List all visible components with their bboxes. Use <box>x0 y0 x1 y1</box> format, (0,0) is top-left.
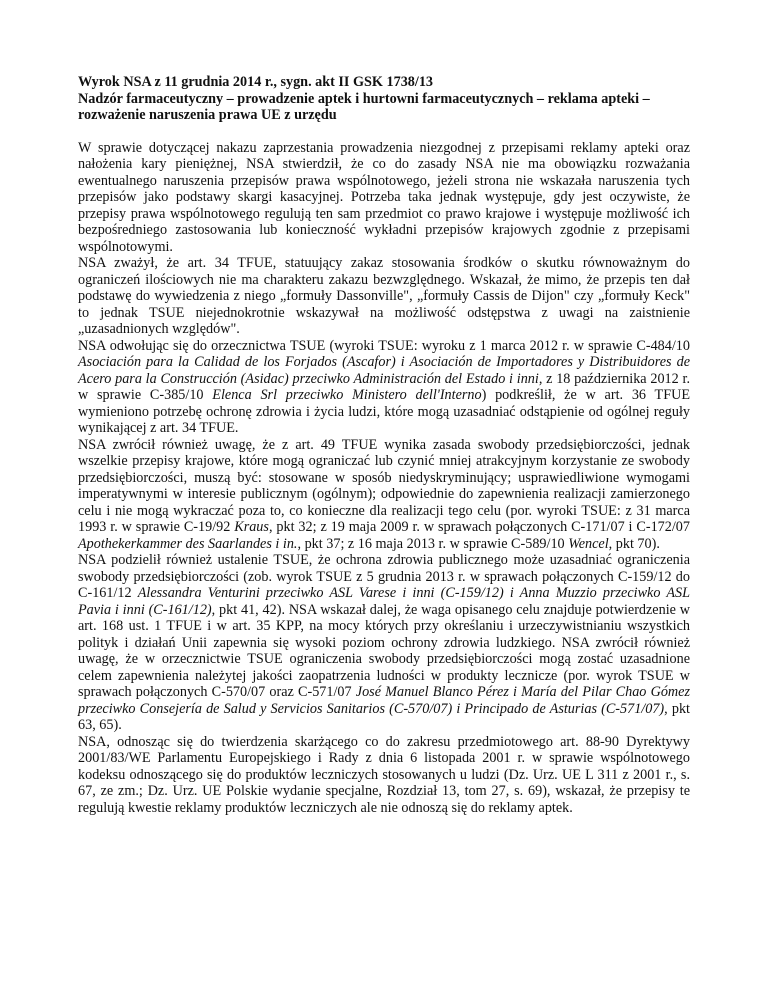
text-run: NSA podzielił również ustalenie TSUE, że ochrona zdrowia publicznego może uzasadniać ograniczenia swobody przedsiębiorczości (zob. wyrok TSUE z 5 grudnia 2013 r. w sprawach połączonych C-159/12 do C-161/12 <box>78 552 690 601</box>
case-name: Asociación para la Calidad de los Forjados (Ascafor) i Asociación de Importadores y Distribuidores de Acero para la Construcción (Asidac) przeciwko Administración del Estado i inni <box>78 354 690 387</box>
text-run: ) podkreślił, że w art. 36 TFUE wymieniono potrzebę ochronę zdrowia i życia ludzi, które mogą uzasadniać odstąpienie od ogólnej reguły wynikającej z art. 34 TFUE. <box>78 387 691 436</box>
text-run: , pkt 63, 65). <box>78 700 690 733</box>
text-run: , pkt 32; z 19 maja 2009 r. w sprawach połączonych C-171/07 i C-172/07 <box>268 519 690 535</box>
text-run: , pkt 37; z 16 maja 2013 r. w sprawie C-589/10 <box>297 535 569 552</box>
text-run: NSA zwrócił również uwagę, że z art. 49 TFUE wynika zasada swobody przedsiębiorczości, jednak wszelkie przepisy krajowe, które mogą ograniczać lub czynić mniej atrakcyjnym korzystanie ze swobody przedsiębiorczości, muszą być: stosowane w sposób niedyskryminujący; usprawiedliwione wymogami imperatywnymi w interesie publicznym (ogólnym); odpowiednie do zapewnienia realizacji zamierzonego celu i nie mogą wykraczać poza to, co konieczne dla realizacji tego celu (por. wyroki TSUE: z 31 marca 1993 r. w sprawie C-19/92 <box>78 436 690 535</box>
paragraph-4 <box>78 437 690 553</box>
text-run: , z 18 października 2012 r. w sprawie C-385/10 <box>78 370 690 403</box>
case-name: Apothekerkammer des Saarlandes i in. <box>78 535 298 552</box>
case-name: Alessandra Venturini przeciwko ASL Varese i inni (C-159/12) i Anna Muzzio przeciwko ASL Pavia i inni (C-161/12) <box>78 585 690 618</box>
document-page <box>78 74 690 816</box>
judgment-title: Wyrok NSA z 11 grudnia 2014 r., sygn. akt II GSK 1738/13 <box>78 74 434 90</box>
paragraph-6: NSA, odnosząc się do twierdzenia skarżącego co do zakresu przedmiotowego art. 88-90 Dyrektywy 2001/83/WE Parlamentu Europejskiego i Rady z dnia 6 listopada 2001 r. w sprawie wspólnotowego kodeksu odnoszącego się do produktów leczniczych stosowanych u ludzi (Dz. Urz. UE L 311 z 2001 r., s. 67, ze zm.; Dz. Urz. UE Polskie wydanie specjalne, Rozdział 13, tom 27, s. 69), wskazał, że przepisy te regulują kwestie reklamy produktów leczniczych ale nie odnoszą się do reklamy aptek. <box>78 733 690 816</box>
paragraph-2: NSA zważył, że art. 34 TFUE, statuujący zakaz stosowania środków o skutku równoważnym do ograniczeń ilościowych nie ma charakteru zakazu bezwzględnego. Wskazał, że mimo, że przepis ten dał podstawę do wywiedzenia z niego „formuły Dassonville", „formuły Cassis de Dijon" czy „formuły Keck" to jednak TSUE niejednokrotnie wskazywał na możliwość odstępstwa z uwagi na zaistnienie „uzasadnionych względów". <box>78 255 690 337</box>
paragraph-5 <box>78 552 690 734</box>
text-run: , pkt 41, 42). NSA wskazał dalej, że waga opisanego celu znajduje potwierdzenie w art. 168 ust. 1 TFUE i w art. 35 KPP, na mocy których przy określaniu i urzeczywistnianiu wszystkich polityk i działań Unii zapewnia się wysoki poziom ochrony zdrowia ludzkiego. NSA zwrócił również uwagę, że w orzecznictwie TSUE ograniczenia swobody przedsiębiorczości mogą zostać uzasadnione celem zapewnienia należytej jakości zaopatrzenia ludności w produkty lecznicze (por. wyrok TSUE w sprawach połączonych C-570/07 oraz C-571/07 <box>78 601 691 700</box>
case-name: José Manuel Blanco Pérez i María del Pilar Chao Gómez przeciwko Consejería de Salud y Servicios Sanitarios (C-570/07) i Principado de Asturias (C-571/07) <box>78 684 690 717</box>
paragraph-1: W sprawie dotyczącej nakazu zaprzestania prowadzenia niezgodnej z przepisami reklamy apteki oraz nałożenia kary pieniężnej, NSA stwierdził, że co do zasady NSA nie ma obowiązku rozważania ewentualnego naruszenia przepisów prawa wspólnotowego, jeżeli strona nie wskazała naruszenia tych przepisów jako podstawy skargi kasacyjnej. Potrzeba taka jednak występuje, gdy jest oczywiste, że przepisy prawa wspólnotowego regulują ten sam przedmiot co prawo krajowe i występuje możliwość ich bezpośredniego zastosowania lub konieczność wykładni przepisów krajowych zgodnie z przepisami wspólnotowymi. <box>78 139 690 255</box>
case-name: Kraus <box>234 519 269 535</box>
paragraph-3 <box>78 338 690 437</box>
text-run: NSA odwołując się do orzecznictwa TSUE (wyroki TSUE: wyroku z 1 marca 2012 r. w sprawie C-484/10 <box>78 337 690 354</box>
judgment-subject: Nadzór farmaceutyczny – prowadzenie aptek i hurtowni farmaceutycznych – reklama apteki – rozważenie naruszenia prawa UE z urzędu <box>78 90 650 123</box>
case-name: Wencel <box>568 535 609 552</box>
text-run: , pkt 70). <box>608 535 660 552</box>
document-header <box>78 74 690 124</box>
case-name: Elenca Srl przeciwko Ministero dell'Interno <box>212 387 482 403</box>
